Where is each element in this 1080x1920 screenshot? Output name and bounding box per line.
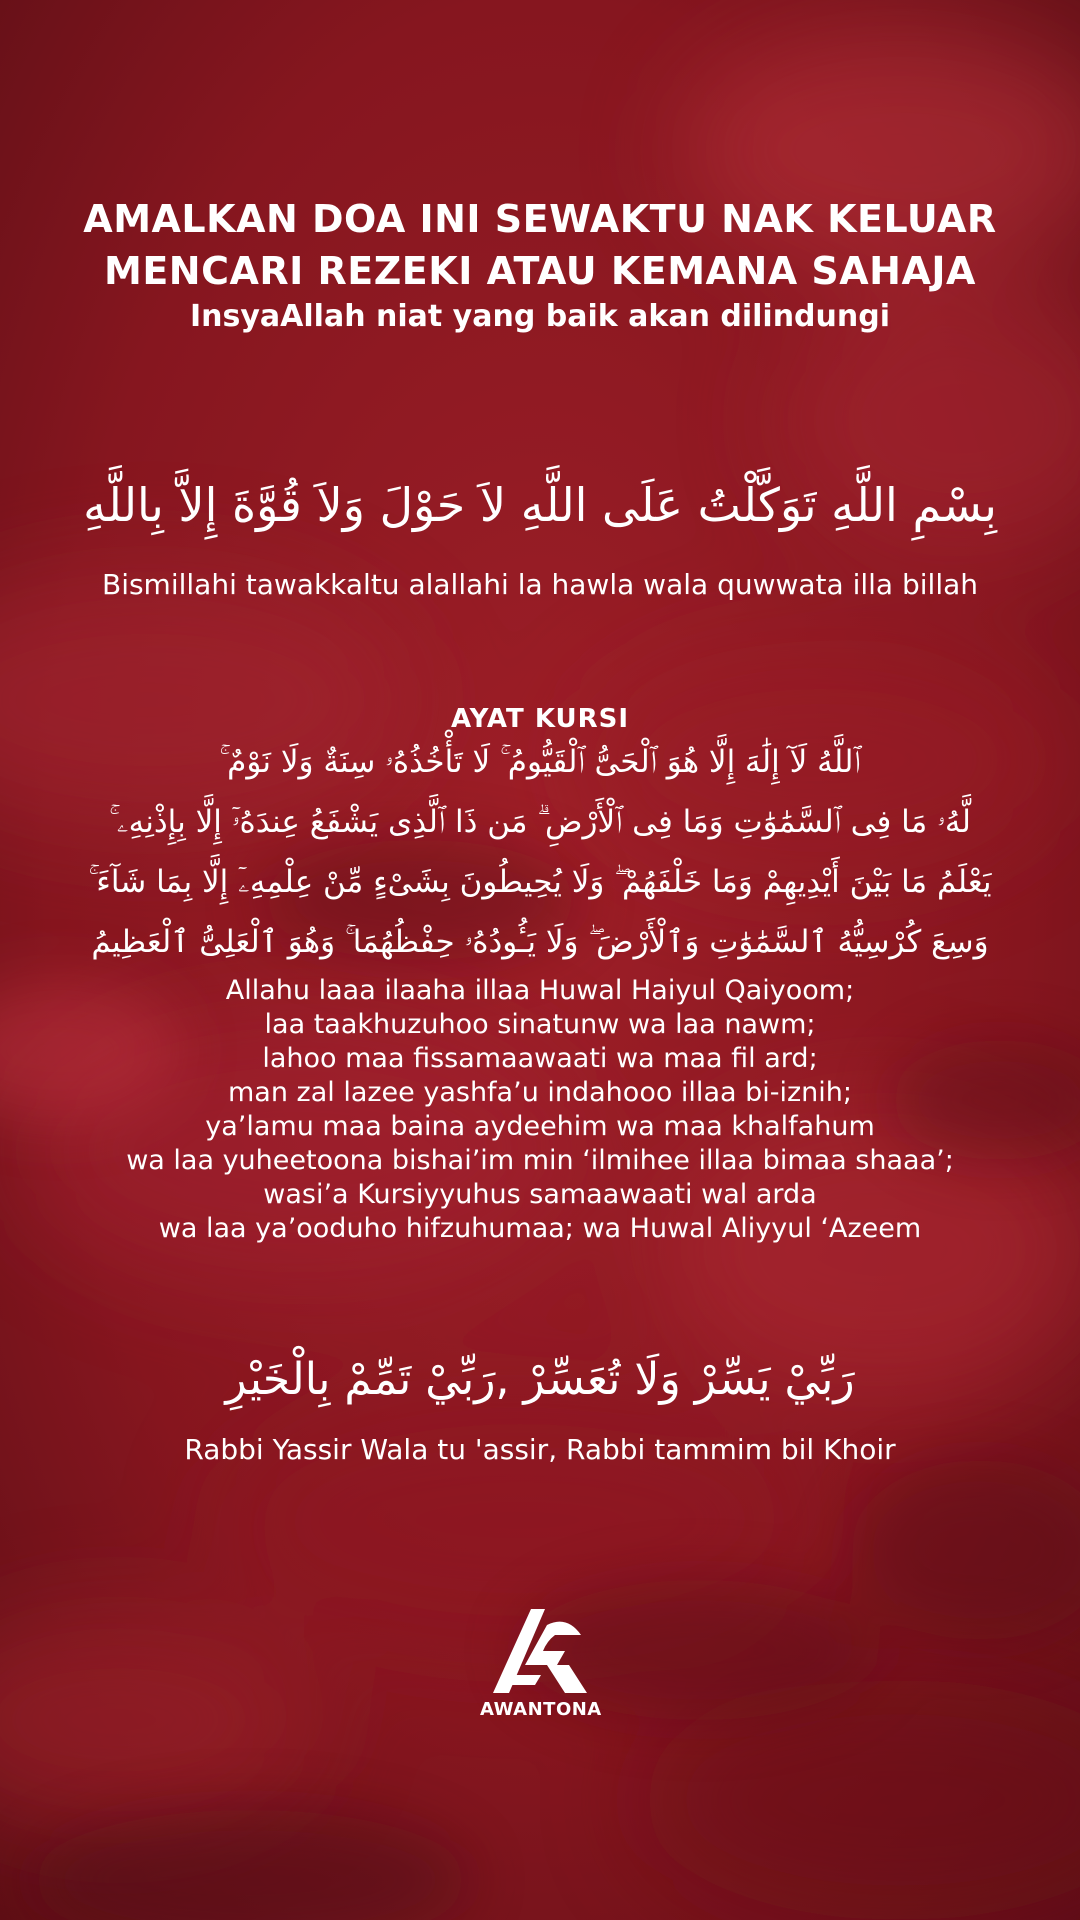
headline-line-1: AMALKAN DOA INI SEWAKTU NAK KELUAR: [83, 197, 997, 241]
ayat-kursi-transliteration-line: wa laa yuheetoona bishai’im min ‘ilmihee illaa bimaa shaaa’;: [126, 1145, 954, 1176]
ayat-kursi-arabic-line: يَعْلَمُ مَا بَيْنَ أَيْدِيهِمْ وَمَا خَلْفَهُمْ ۖ وَلَا يُحِيطُونَ بِشَىْءٍ مِّنْ عِلْمِهِۦٓ إِلَّا بِمَا شَآءَ ۚ: [88, 864, 992, 900]
doa-rabbi-transliteration: Rabbi Yassir Wala tu 'assir, Rabbi tammim bil Khoir: [184, 1433, 896, 1466]
ayat-kursi-transliteration-line: lahoo maa fissamaawaati wa maa fil ard;: [262, 1043, 818, 1074]
ayat-kursi-transliteration-line: ya’lamu maa baina aydeehim wa maa khalfahum: [205, 1111, 875, 1142]
header: [40, 193, 1040, 337]
doa-tawakkal-arabic: بِسْمِ اللَّهِ تَوَكَّلْتُ عَلَى اللَّهِ لاَ حَوْلَ وَلاَ قُوَّةَ إِلاَّ بِاللَّهِ: [83, 478, 997, 532]
ayat-kursi-transliteration-line: wa laa ya’ooduho hifzuhumaa; wa Huwal Aliyyul ‘Azeem: [158, 1213, 922, 1244]
awantona-logo-icon: [485, 1605, 595, 1695]
brand-name: AWANTONA: [480, 1699, 602, 1720]
ayat-kursi-transliteration-line: laa taakhuzuhoo sinatunw wa laa nawm;: [264, 1009, 816, 1040]
ayat-kursi-arabic-line: وَسِعَ كُرْسِيُّهُ ٱلسَّمَٰوَٰتِ وَٱلْأَرْضَ ۖ وَلَا يَـُٔودُهُۥ حِفْظُهُمَا ۚ وَهُوَ ٱلْعَلِىُّ ٱلْعَظِيمُ: [91, 924, 989, 960]
ayat-kursi-arabic: [30, 732, 1050, 972]
ayat-kursi-transliteration: [40, 974, 1040, 1246]
ayat-kursi-transliteration-line: wasi’a Kursiyyuhus samaawaati wal arda: [263, 1179, 817, 1210]
ayat-kursi-transliteration-line: Allahu laaa ilaaha illaa Huwal Haiyul Qaiyoom;: [225, 975, 855, 1006]
ayat-kursi-title: AYAT KURSI: [450, 704, 630, 734]
doa-tawakkal-transliteration: Bismillahi tawakkaltu alallahi la hawla wala quwwata illa billah: [101, 568, 978, 601]
headline-line-2: MENCARI REZEKI ATAU KEMANA SAHAJA: [104, 249, 976, 293]
brand-logo: [480, 1605, 600, 1735]
ayat-kursi-transliteration-line: man zal lazee yashfa’u indahooo illaa bi-iznih;: [227, 1077, 852, 1108]
subtitle: InsyaAllah niat yang baik akan dilindungi: [189, 299, 891, 334]
doa-rabbi-arabic: رَبِّيْ يَسِّرْ وَلَا تُعَسِّرْ ,رَبِّيْ تَمِّمْ بِالْخَيْرِ: [225, 1354, 855, 1405]
ayat-kursi-arabic-line: لَّهُۥ مَا فِى ٱلسَّمَٰوَٰتِ وَمَا فِى ٱلْأَرْضِ ۗ مَن ذَا ٱلَّذِى يَشْفَعُ عِندَهُۥٓ إِلَّا بِإِذْنِهِۦ ۚ: [109, 804, 971, 840]
ayat-kursi-arabic-line: ٱللَّهُ لَآ إِلَٰهَ إِلَّا هُوَ ٱلْحَىُّ ٱلْقَيُّومُ ۚ لَا تَأْخُذُهُۥ سِنَةٌ وَلَا نَوْمٌ ۚ: [219, 744, 861, 780]
